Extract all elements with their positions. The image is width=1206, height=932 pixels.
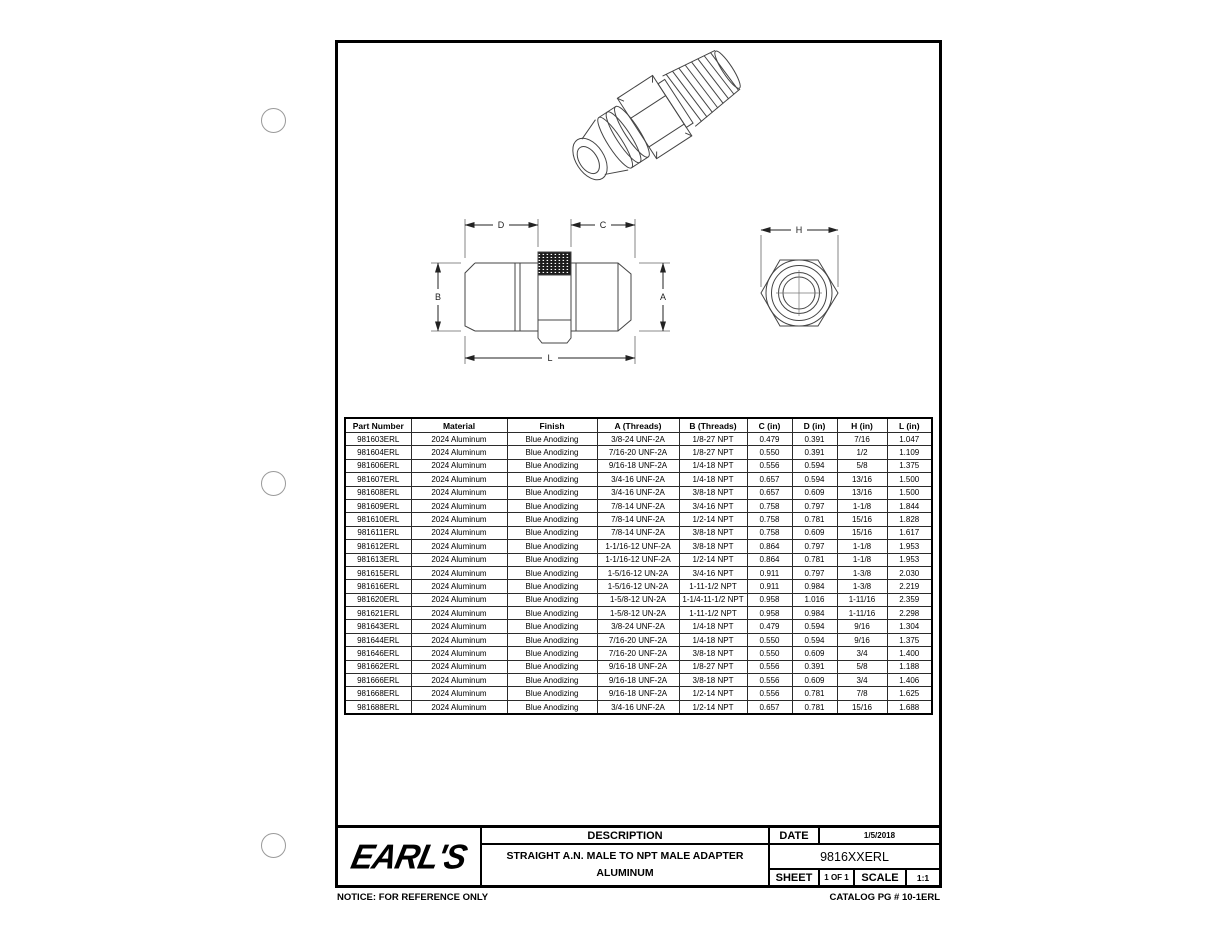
table-cell: 1-11-1/2 NPT (679, 580, 747, 593)
table-cell: 0.758 (747, 499, 792, 512)
table-cell: 9/16 (837, 633, 887, 646)
table-cell: 3/8-18 NPT (679, 526, 747, 539)
table-cell: 3/4-16 NPT (679, 499, 747, 512)
hole-punch-top (261, 108, 286, 133)
table-row (345, 486, 932, 499)
dimension-h-label: H (795, 225, 803, 235)
table-cell: 1.500 (887, 473, 932, 486)
table-cell: 981604ERL (345, 446, 411, 459)
table-cell: 1/4-18 NPT (679, 633, 747, 646)
date-row (770, 828, 939, 845)
table-cell: 1-5/8-12 UN-2A (597, 607, 679, 620)
table-cell: 3/8-18 NPT (679, 647, 747, 660)
table-row (345, 633, 932, 646)
table-cell: 1-11-1/2 NPT (679, 607, 747, 620)
table-cell: 1-1/4-11-1/2 NPT (679, 593, 747, 606)
table-cell: 981607ERL (345, 473, 411, 486)
spec-table (344, 417, 933, 715)
reference-notice: NOTICE: FOR REFERENCE ONLY (337, 892, 489, 903)
column-header: Finish (507, 418, 597, 433)
table-cell: 1/2-14 NPT (679, 553, 747, 566)
table-cell: 0.911 (747, 566, 792, 579)
table-cell: 1/8-27 NPT (679, 433, 747, 446)
table-cell: 0.594 (792, 459, 837, 472)
table-cell: 3/4 (837, 674, 887, 687)
table-cell: 0.594 (792, 633, 837, 646)
isometric-view (559, 43, 752, 197)
table-cell: 0.550 (747, 647, 792, 660)
table-cell: 2024 Aluminum (411, 660, 507, 673)
table-cell: Blue Anodizing (507, 633, 597, 646)
table-cell: 2.359 (887, 593, 932, 606)
table-row (345, 499, 932, 512)
side-view (431, 219, 670, 364)
table-cell: 1.375 (887, 633, 932, 646)
table-cell: Blue Anodizing (507, 660, 597, 673)
description-line2: ALUMINUM (596, 867, 654, 879)
scale-value: 1:1 (916, 872, 930, 883)
table-cell: 1.109 (887, 446, 932, 459)
table-cell: 0.391 (792, 660, 837, 673)
table-cell: 1/2-14 NPT (679, 700, 747, 714)
table-cell: Blue Anodizing (507, 526, 597, 539)
table-cell: 2024 Aluminum (411, 459, 507, 472)
table-row (345, 620, 932, 633)
table-cell: 15/16 (837, 526, 887, 539)
table-cell: 13/16 (837, 473, 887, 486)
table-cell: 0.556 (747, 674, 792, 687)
table-cell: 9/16-18 UNF-2A (597, 687, 679, 700)
table-cell: 981644ERL (345, 633, 411, 646)
table-cell: 0.556 (747, 687, 792, 700)
table-cell: 0.781 (792, 513, 837, 526)
table-cell: 1.406 (887, 674, 932, 687)
table-cell: 0.984 (792, 607, 837, 620)
table-cell: 0.781 (792, 687, 837, 700)
table-cell: 7/8-14 UNF-2A (597, 499, 679, 512)
spec-table-body (345, 433, 932, 715)
date-label: DATE (770, 828, 820, 843)
table-row (345, 700, 932, 714)
table-cell: 9/16 (837, 620, 887, 633)
h-extension-lines (761, 235, 838, 287)
table-cell: Blue Anodizing (507, 566, 597, 579)
table-cell: Blue Anodizing (507, 540, 597, 553)
table-cell: 2024 Aluminum (411, 446, 507, 459)
table-cell: 0.758 (747, 526, 792, 539)
flare-cone (577, 120, 628, 182)
description-body (482, 845, 768, 885)
table-cell: 1.047 (887, 433, 932, 446)
table-cell: 981606ERL (345, 459, 411, 472)
table-cell: 981612ERL (345, 540, 411, 553)
table-cell: Blue Anodizing (507, 647, 597, 660)
table-cell: 1.016 (792, 593, 837, 606)
catalog-page-ref: CATALOG PG # 10-1ERL (829, 892, 940, 903)
table-row (345, 674, 932, 687)
table-cell: 2024 Aluminum (411, 553, 507, 566)
table-cell: 1.844 (887, 499, 932, 512)
description-cell (482, 828, 770, 885)
table-cell: 2.219 (887, 580, 932, 593)
table-cell: 0.609 (792, 486, 837, 499)
dimension-b-label: B (434, 292, 442, 302)
table-cell: 981643ERL (345, 620, 411, 633)
sheet-label: SHEET (770, 870, 820, 885)
table-cell: Blue Anodizing (507, 674, 597, 687)
hex-body (617, 75, 691, 158)
technical-drawing (338, 43, 939, 423)
table-cell: Blue Anodizing (507, 607, 597, 620)
dimension-c-label: C (599, 220, 607, 230)
table-row (345, 647, 932, 660)
table-cell: 981668ERL (345, 687, 411, 700)
column-header: Material (411, 418, 507, 433)
column-header: L (in) (887, 418, 932, 433)
table-cell: 15/16 (837, 513, 887, 526)
table-cell: 0.984 (792, 580, 837, 593)
dimension-l-label: L (547, 353, 553, 363)
table-row (345, 459, 932, 472)
table-cell: Blue Anodizing (507, 473, 597, 486)
table-cell: 0.391 (792, 433, 837, 446)
table-cell: 0.781 (792, 700, 837, 714)
table-cell: 0.479 (747, 620, 792, 633)
table-cell: 1-1/8 (837, 499, 887, 512)
table-row (345, 446, 932, 459)
column-header: B (Threads) (679, 418, 747, 433)
description-header: DESCRIPTION (482, 828, 768, 845)
table-cell: 7/16-20 UNF-2A (597, 446, 679, 459)
table-cell: 9/16-18 UNF-2A (597, 660, 679, 673)
table-cell: 0.657 (747, 486, 792, 499)
table-cell: 981613ERL (345, 553, 411, 566)
table-cell: 0.594 (792, 620, 837, 633)
table-cell: 1/8-27 NPT (679, 660, 747, 673)
table-cell: 3/8-18 NPT (679, 540, 747, 553)
table-cell: 2024 Aluminum (411, 687, 507, 700)
sheet-value: 1 OF 1 (820, 870, 855, 885)
table-cell: 0.797 (792, 566, 837, 579)
table-cell: 7/8-14 UNF-2A (597, 513, 679, 526)
table-cell: 981603ERL (345, 433, 411, 446)
table-cell: 1.625 (887, 687, 932, 700)
table-cell: 981646ERL (345, 647, 411, 660)
table-cell: 1.953 (887, 553, 932, 566)
table-cell: 9/16-18 UNF-2A (597, 674, 679, 687)
table-cell: Blue Anodizing (507, 620, 597, 633)
table-cell: 1/4-18 NPT (679, 459, 747, 472)
table-cell: 0.609 (792, 647, 837, 660)
table-cell: 5/8 (837, 660, 887, 673)
table-cell: 2024 Aluminum (411, 473, 507, 486)
table-cell: 1.400 (887, 647, 932, 660)
scale-label: SCALE (855, 870, 907, 885)
table-cell: 0.657 (747, 700, 792, 714)
table-cell: 1-11/16 (837, 593, 887, 606)
title-block-right (770, 828, 939, 885)
table-cell: 0.864 (747, 553, 792, 566)
table-cell: 981666ERL (345, 674, 411, 687)
table-cell: 1/2-14 NPT (679, 687, 747, 700)
sheet-scale-row (770, 868, 939, 885)
table-cell: Blue Anodizing (507, 553, 597, 566)
table-cell: 981615ERL (345, 566, 411, 579)
column-header: H (in) (837, 418, 887, 433)
dimension-a-label: A (659, 292, 667, 302)
table-row (345, 566, 932, 579)
an-section (571, 263, 631, 331)
table-cell: 0.594 (792, 473, 837, 486)
table-cell: 7/16-20 UNF-2A (597, 633, 679, 646)
table-cell: 5/8 (837, 459, 887, 472)
centerline-cross (776, 270, 822, 316)
table-cell: 3/8-24 UNF-2A (597, 620, 679, 633)
table-cell: 3/4-16 NPT (679, 566, 747, 579)
table-cell: 1-3/8 (837, 566, 887, 579)
table-cell: 7/8-14 UNF-2A (597, 526, 679, 539)
table-cell: 981621ERL (345, 607, 411, 620)
drawing-sheet (335, 40, 942, 888)
table-row (345, 526, 932, 539)
table-cell: 1.304 (887, 620, 932, 633)
table-cell: Blue Anodizing (507, 580, 597, 593)
table-cell: Blue Anodizing (507, 486, 597, 499)
table-cell: 7/8 (837, 687, 887, 700)
table-cell: 9/16-18 UNF-2A (597, 459, 679, 472)
column-header: D (in) (792, 418, 837, 433)
table-cell: 1-1/8 (837, 553, 887, 566)
table-cell: 0.797 (792, 540, 837, 553)
flare-face-outline (566, 132, 615, 186)
table-cell: Blue Anodizing (507, 446, 597, 459)
extension-lines (431, 219, 670, 364)
table-cell: Blue Anodizing (507, 593, 597, 606)
table-cell: 2024 Aluminum (411, 633, 507, 646)
table-cell: 0.391 (792, 446, 837, 459)
table-cell: 2024 Aluminum (411, 433, 507, 446)
table-cell: 0.958 (747, 593, 792, 606)
table-cell: 1-1/8 (837, 540, 887, 553)
table-cell: 0.797 (792, 499, 837, 512)
table-cell: 0.864 (747, 540, 792, 553)
table-cell: 2.298 (887, 607, 932, 620)
table-row (345, 660, 932, 673)
table-cell: 1-5/8-12 UN-2A (597, 593, 679, 606)
table-cell: Blue Anodizing (507, 513, 597, 526)
an-thread-ridges (593, 103, 654, 172)
column-header: A (Threads) (597, 418, 679, 433)
table-cell: 3/8-24 UNF-2A (597, 433, 679, 446)
table-row (345, 513, 932, 526)
table-cell: 2024 Aluminum (411, 526, 507, 539)
table-cell: Blue Anodizing (507, 433, 597, 446)
table-cell: 1-5/16-12 UN-2A (597, 580, 679, 593)
table-cell: 0.556 (747, 660, 792, 673)
table-cell: 1/2 (837, 446, 887, 459)
table-cell: 2024 Aluminum (411, 499, 507, 512)
table-cell: 7/16 (837, 433, 887, 446)
date-value: 1/5/2018 (863, 831, 896, 840)
column-header: Part Number (345, 418, 411, 433)
table-cell: 3/8-18 NPT (679, 486, 747, 499)
npt-section (465, 263, 538, 331)
table-cell: 1-1/16-12 UNF-2A (597, 540, 679, 553)
hole-punch-bottom (261, 833, 286, 858)
part-code: 9816XXERL (820, 849, 889, 864)
table-row (345, 687, 932, 700)
table-cell: 2024 Aluminum (411, 580, 507, 593)
title-block (338, 825, 939, 885)
table-cell: 981608ERL (345, 486, 411, 499)
table-cell: 2024 Aluminum (411, 513, 507, 526)
table-cell: 1-11/16 (837, 607, 887, 620)
table-cell: Blue Anodizing (507, 459, 597, 472)
table-cell: 2024 Aluminum (411, 593, 507, 606)
table-cell: 1-3/8 (837, 580, 887, 593)
hole-punch-middle (261, 471, 286, 496)
table-cell: 3/4 (837, 647, 887, 660)
column-header: C (in) (747, 418, 792, 433)
table-cell: 2.030 (887, 566, 932, 579)
table-row (345, 433, 932, 446)
table-cell: 1.688 (887, 700, 932, 714)
table-cell: 0.550 (747, 633, 792, 646)
npt-threaded-end (663, 43, 749, 126)
table-cell: 2024 Aluminum (411, 620, 507, 633)
table-cell: 3/4-16 UNF-2A (597, 700, 679, 714)
table-cell: 0.657 (747, 473, 792, 486)
table-cell: 13/16 (837, 486, 887, 499)
table-cell: 981609ERL (345, 499, 411, 512)
table-cell: 3/4-16 UNF-2A (597, 486, 679, 499)
table-cell: 981662ERL (345, 660, 411, 673)
description-line1: STRAIGHT A.N. MALE TO NPT MALE ADAPTER (506, 850, 744, 863)
table-cell: 1.375 (887, 459, 932, 472)
table-cell: 0.609 (792, 674, 837, 687)
table-row (345, 553, 932, 566)
hex-section (538, 252, 571, 343)
table-cell: 15/16 (837, 700, 887, 714)
table-row (345, 540, 932, 553)
table-row (345, 607, 932, 620)
table-cell: 2024 Aluminum (411, 647, 507, 660)
table-cell: 2024 Aluminum (411, 566, 507, 579)
spec-table-head-row (345, 418, 932, 433)
table-cell: 0.479 (747, 433, 792, 446)
table-cell: 1.828 (887, 513, 932, 526)
table-cell: 981611ERL (345, 526, 411, 539)
table-cell: 981688ERL (345, 700, 411, 714)
logo-cell (338, 828, 482, 885)
table-cell: 981620ERL (345, 593, 411, 606)
table-cell: 0.758 (747, 513, 792, 526)
earls-logo: EARL'S (348, 836, 471, 876)
table-cell: 1-5/16-12 UN-2A (597, 566, 679, 579)
table-cell: 981610ERL (345, 513, 411, 526)
table-cell: 2024 Aluminum (411, 486, 507, 499)
table-cell: 1.617 (887, 526, 932, 539)
table-cell: 1/4-18 NPT (679, 473, 747, 486)
table-row (345, 593, 932, 606)
table-cell: 0.550 (747, 446, 792, 459)
table-cell: Blue Anodizing (507, 499, 597, 512)
table-cell: 1.500 (887, 486, 932, 499)
table-cell: 0.958 (747, 607, 792, 620)
table-cell: 2024 Aluminum (411, 674, 507, 687)
table-cell: 3/4-16 UNF-2A (597, 473, 679, 486)
table-row (345, 473, 932, 486)
table-cell: 2024 Aluminum (411, 700, 507, 714)
table-cell: 0.556 (747, 459, 792, 472)
table-cell: Blue Anodizing (507, 687, 597, 700)
table-cell: 1/2-14 NPT (679, 513, 747, 526)
knurl-band (538, 252, 571, 275)
table-cell: 7/16-20 UNF-2A (597, 647, 679, 660)
table-cell: 1-1/16-12 UNF-2A (597, 553, 679, 566)
table-cell: 1.188 (887, 660, 932, 673)
table-cell: 1/4-18 NPT (679, 620, 747, 633)
table-cell: 0.609 (792, 526, 837, 539)
table-cell: 0.911 (747, 580, 792, 593)
table-cell: 2024 Aluminum (411, 607, 507, 620)
table-cell: 1.953 (887, 540, 932, 553)
end-view (761, 225, 838, 326)
table-cell: 981616ERL (345, 580, 411, 593)
table-cell: 0.781 (792, 553, 837, 566)
table-cell: Blue Anodizing (507, 700, 597, 714)
table-cell: 1/8-27 NPT (679, 446, 747, 459)
table-cell: 3/8-18 NPT (679, 674, 747, 687)
table-cell: 2024 Aluminum (411, 540, 507, 553)
table-row (345, 580, 932, 593)
dimension-d-label: D (497, 220, 505, 230)
